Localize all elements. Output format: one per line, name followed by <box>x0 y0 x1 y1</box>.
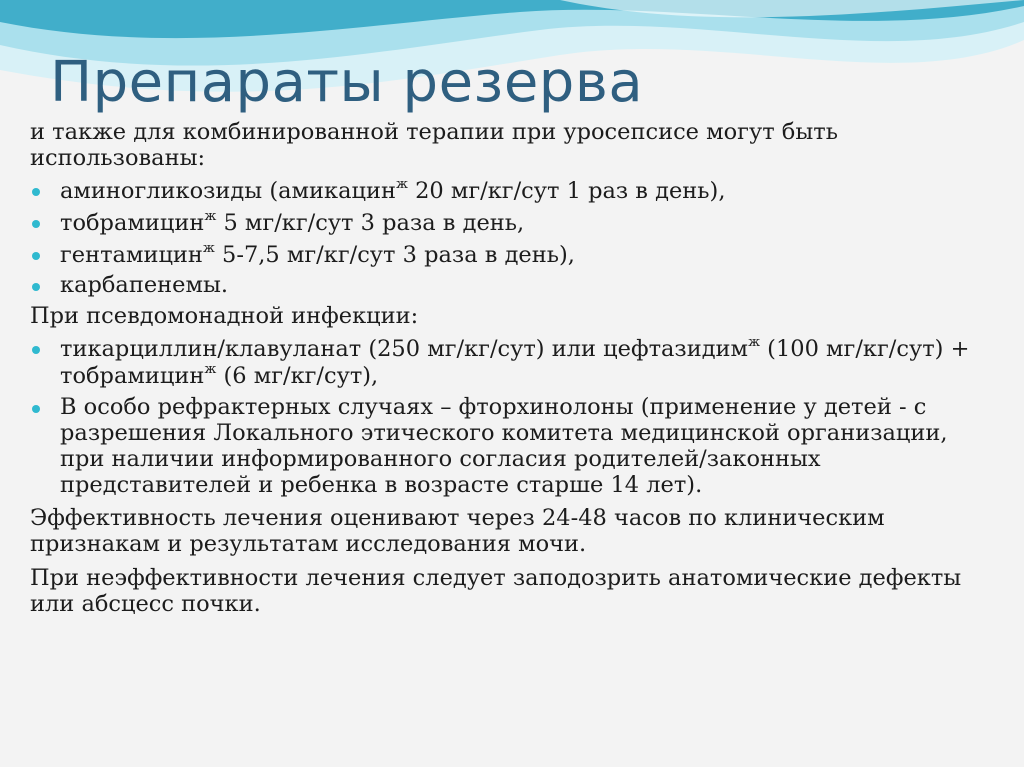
bullet-carbapenems: карбапенемы. <box>30 273 990 299</box>
slide-body <box>30 120 990 624</box>
bullet-dot-icon <box>32 188 40 196</box>
bullet-dot-icon <box>32 252 40 260</box>
bullet-dot-icon <box>32 220 40 228</box>
intro-text: и также для комбинированной терапии при уросепсисе могут быть использованы: <box>30 119 838 171</box>
slide-title: Препараты резерва <box>50 50 644 115</box>
bullet-amikacin: аминогликозиды (амикацин$^ж$ 20 мг/кг/сут 1 раз в день), <box>30 178 990 205</box>
bullet-gentamicin: гентамицин$^ж$ 5-7,5 мг/кг/сут 3 раза в день), <box>30 242 990 269</box>
ineffective-text: При неэффективности лечения следует заподозрить анатомические дефекты или абсцесс почки. <box>30 565 962 617</box>
bullet-tobramycin: тобрамицин$^ж$ 5 мг/кг/сут 3 раза в день, <box>30 210 990 237</box>
efficacy-text: Эффективность лечения оценивают через 24-48 часов по клиническим признакам и результатам исследования мочи. <box>30 505 885 558</box>
bullet-dot-icon <box>32 283 40 291</box>
bullet-ticarcillin: тикарциллин/клавуланат (250 мг/кг/сут) или цефтазидим$^ж$ (100 мг/кг/сут) + тобрамицин$^ж$ (6 мг/кг/сут), <box>30 336 990 390</box>
bullet-dot-icon <box>32 405 40 413</box>
bullet-dot-icon <box>32 346 40 354</box>
pseudomonas-heading: При псевдомонадной инфекции: <box>30 303 419 330</box>
bullet-fluoroquinolones: В особо рефрактерных случаях – фторхинолоны (применение у детей - с разрешения Локального этического комитета медицинской организации, при наличии информированного согласия родителей/законных представителей и ребенка в возрасте старше 14 лет). <box>30 395 990 499</box>
